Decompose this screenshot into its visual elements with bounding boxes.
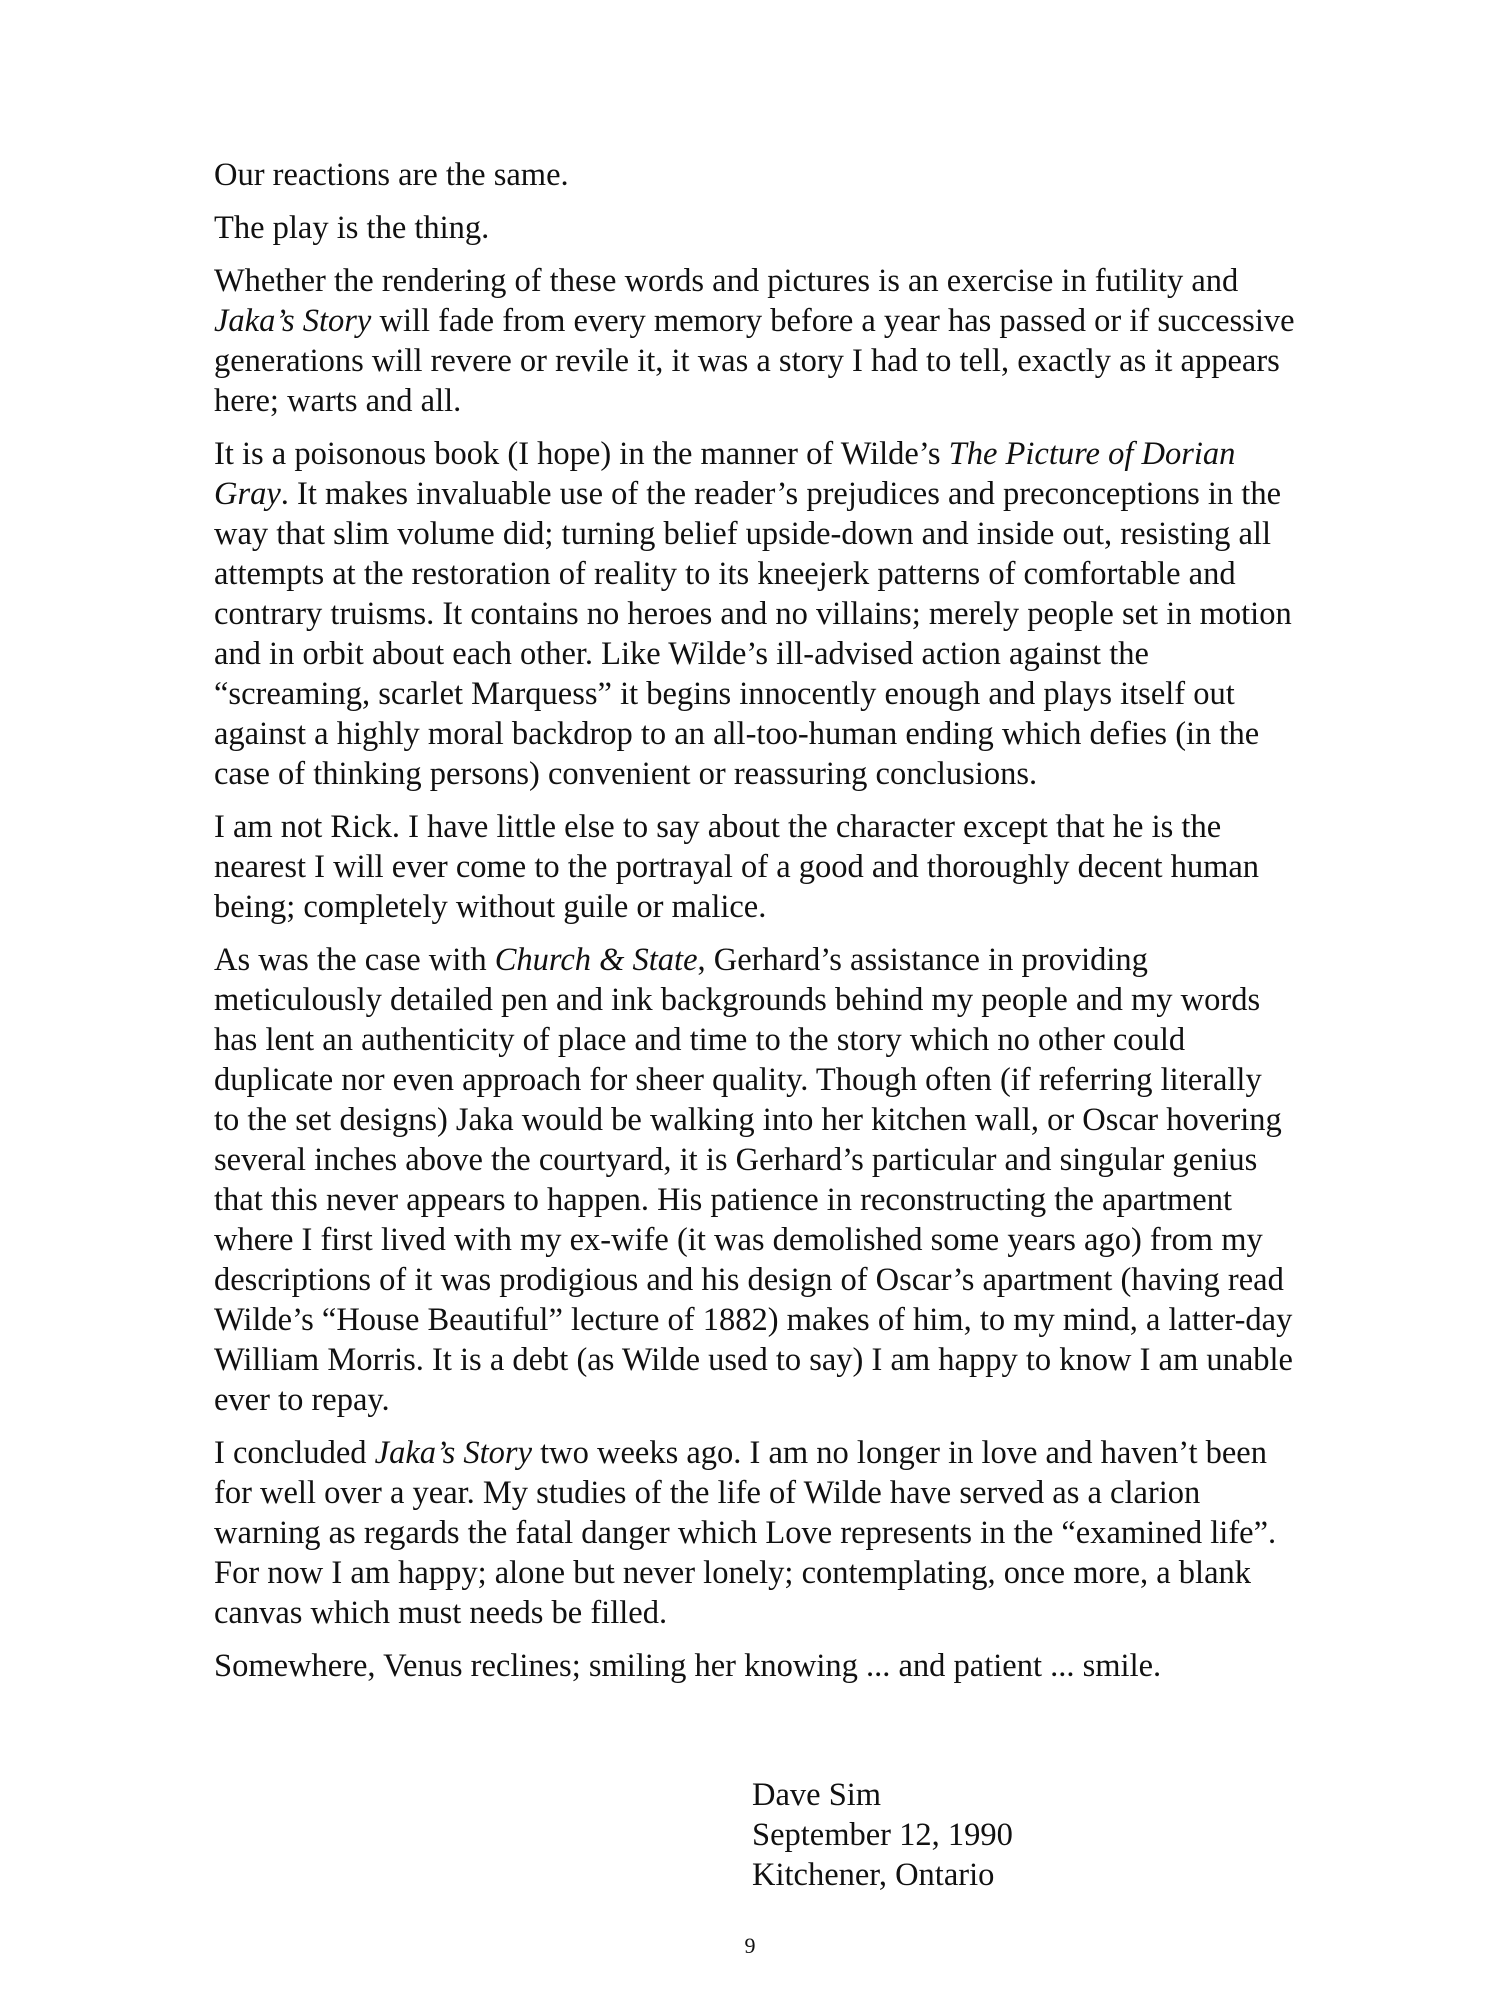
paragraph (214, 807, 1334, 927)
text-line (214, 1340, 1334, 1380)
text-segment: warning as regards the fatal danger which Love represents in the “examined life”. (214, 1515, 1277, 1551)
text-line (214, 594, 1334, 634)
text-line (214, 1513, 1334, 1553)
text-segment: descriptions of it was prodigious and his design of Oscar’s apartment (having read (214, 1262, 1284, 1298)
text-line (214, 634, 1334, 674)
text-line (214, 1380, 1334, 1420)
text-segment: here; warts and all. (214, 383, 462, 419)
text-segment: against a highly moral backdrop to an all-too-human ending which defies (in the (214, 716, 1260, 752)
text-line (214, 301, 1334, 341)
text-line (214, 1473, 1334, 1513)
text-segment: has lent an authenticity of place and time to the story which no other could (214, 1022, 1186, 1058)
text-line (214, 1020, 1334, 1060)
text-segment: case of thinking persons) convenient or reassuring conclusions. (214, 756, 1038, 792)
text-segment: As was the case with (214, 942, 495, 978)
text-segment: Wilde’s “House Beautiful” lecture of 1882) makes of him, to my mind, a latter-day (214, 1302, 1293, 1338)
text-line (214, 155, 1334, 195)
text-line (214, 1646, 1334, 1686)
text-segment: way that slim volume did; turning belief upside-down and inside out, resisting all (214, 516, 1271, 552)
text-segment: William Morris. It is a debt (as Wilde used to say) I am happy to know I am unable (214, 1342, 1293, 1378)
text-segment: ever to repay. (214, 1382, 390, 1418)
text-segment: . It makes invaluable use of the reader’s prejudices and preconceptions in the (280, 476, 1282, 512)
italic-title-text: Church & State (494, 942, 698, 978)
text-segment: The play is the thing. (214, 210, 490, 246)
text-line (214, 434, 1334, 474)
text-line (214, 1060, 1334, 1100)
text-segment: duplicate nor even approach for sheer quality. Though often (if referring literally (214, 1062, 1262, 1098)
paragraph (214, 208, 1334, 248)
paragraph (214, 434, 1334, 794)
paragraph (214, 261, 1334, 421)
text-segment: and in orbit about each other. Like Wilde’s ill-advised action against the (214, 636, 1149, 672)
text-line (214, 887, 1334, 927)
text-segment: will fade from every memory before a year has passed or if successive (371, 303, 1295, 339)
text-segment: being; completely without guile or malice. (214, 889, 767, 925)
italic-title-text: Jaka’s Story (214, 303, 372, 339)
text-segment: where I first lived with my ex-wife (it was demolished some years ago) from my (214, 1222, 1263, 1258)
italic-title-text: The Picture of Dorian (948, 436, 1236, 472)
text-segment: nearest I will ever come to the portrayal of a good and thoroughly decent human (214, 849, 1260, 885)
text-segment: for well over a year. My studies of the life of Wilde have served as a clarion (214, 1475, 1201, 1511)
text-line (214, 940, 1334, 980)
text-segment: attempts at the restoration of reality to its kneejerk patterns of comfortable and (214, 556, 1236, 592)
text-segment: Somewhere, Venus reclines; smiling her knowing ... and patient ... smile. (214, 1648, 1162, 1684)
body-text (214, 155, 1334, 1699)
text-segment: meticulously detailed pen and ink backgrounds behind my people and my words (214, 982, 1261, 1018)
text-segment: contrary truisms. It contains no heroes and no villains; merely people set in motion (214, 596, 1292, 632)
text-line (214, 674, 1334, 714)
italic-title-text: Jaka’s Story (374, 1435, 532, 1471)
text-segment: to the set designs) Jaka would be walking into her kitchen wall, or Oscar hovering (214, 1102, 1282, 1138)
text-line (214, 980, 1334, 1020)
text-line (214, 1553, 1334, 1593)
text-line (214, 208, 1334, 248)
paragraph (214, 1433, 1334, 1633)
text-segment: Whether the rendering of these words and pictures is an exercise in futility and (214, 263, 1239, 299)
text-segment: generations will revere or revile it, it was a story I had to tell, exactly as it appears (214, 343, 1280, 379)
text-line (214, 1433, 1334, 1473)
text-segment: several inches above the courtyard, it is Gerhard’s particular and singular genius (214, 1142, 1258, 1178)
page-number: 9 (744, 1933, 756, 1958)
signature-date: September 12, 1990 (752, 1817, 1013, 1853)
signature-block (752, 1775, 1013, 1895)
text-line (214, 807, 1334, 847)
signature-place: Kitchener, Ontario (752, 1857, 995, 1893)
paragraph (214, 155, 1334, 195)
text-segment: two weeks ago. I am no longer in love and haven’t been (532, 1435, 1267, 1471)
text-segment: For now I am happy; alone but never lonely; contemplating, once more, a blank (214, 1555, 1252, 1591)
paragraph (214, 1646, 1334, 1686)
text-line (214, 514, 1334, 554)
text-segment: “screaming, scarlet Marquess” it begins innocently enough and plays itself out (214, 676, 1235, 712)
text-line (214, 1180, 1334, 1220)
text-line (214, 1260, 1334, 1300)
text-segment: It is a poisonous book (I hope) in the manner of Wilde’s (214, 436, 949, 472)
text-line (214, 1300, 1334, 1340)
text-line (214, 381, 1334, 421)
text-line (214, 847, 1334, 887)
text-line (214, 474, 1334, 514)
text-line (214, 261, 1334, 301)
text-line (214, 1593, 1334, 1633)
text-segment: I concluded (214, 1435, 375, 1471)
signature-name: Dave Sim (752, 1777, 882, 1813)
text-line (214, 1140, 1334, 1180)
text-segment: I am not Rick. I have little else to say about the character except that he is the (214, 809, 1222, 845)
italic-title-text: Gray (214, 476, 281, 512)
text-segment: Our reactions are the same. (214, 157, 569, 193)
text-segment: , Gerhard’s assistance in providing (697, 942, 1148, 978)
text-line (214, 341, 1334, 381)
text-line (214, 754, 1334, 794)
text-line (214, 714, 1334, 754)
text-segment: that this never appears to happen. His patience in reconstructing the apartment (214, 1182, 1232, 1218)
text-line (214, 1100, 1334, 1140)
text-segment: canvas which must needs be filled. (214, 1595, 668, 1631)
paragraph (214, 940, 1334, 1420)
text-line (214, 1220, 1334, 1260)
text-line (214, 554, 1334, 594)
